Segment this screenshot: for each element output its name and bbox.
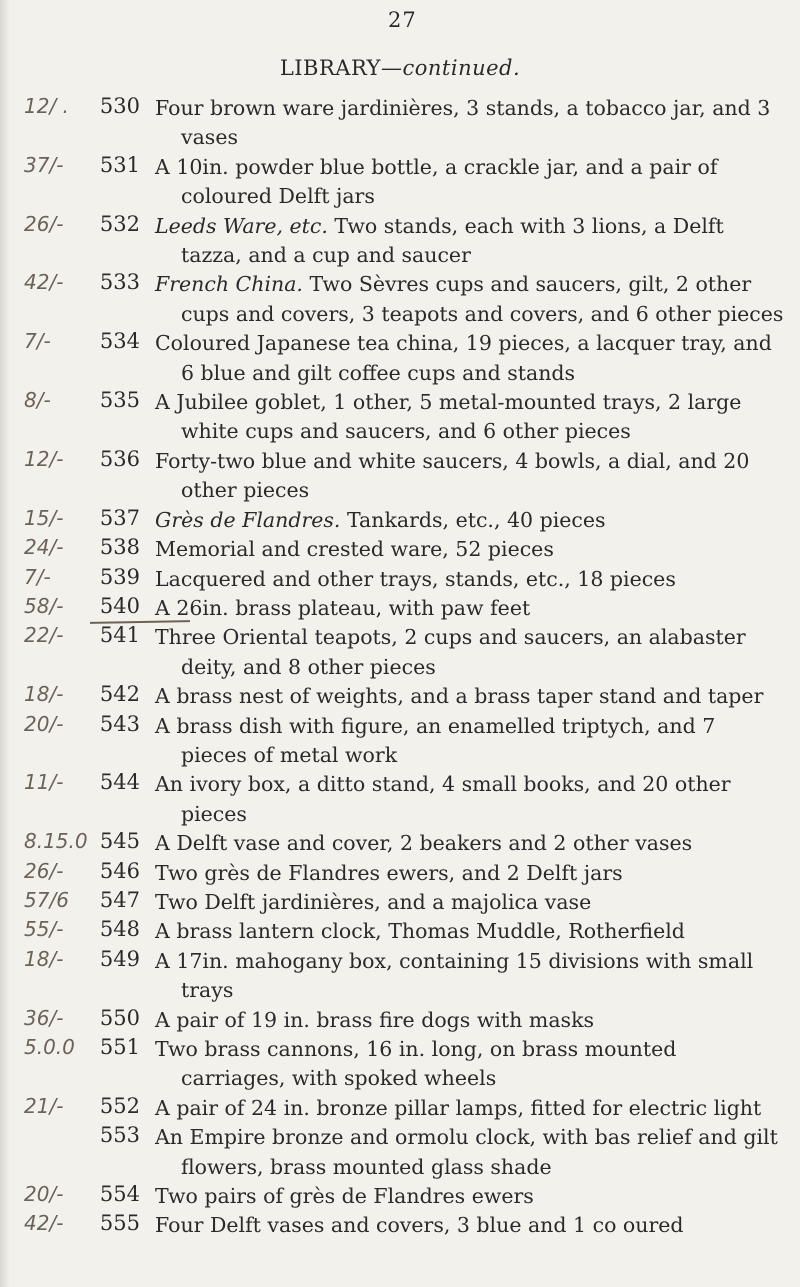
lot-description xyxy=(155,770,786,829)
lot-text: Forty-two blue and white saucers, 4 bowls, a dial, and 20 other pieces xyxy=(155,448,750,503)
lot-entry xyxy=(0,917,800,946)
lot-entry xyxy=(0,888,800,917)
lot-list xyxy=(0,94,800,1241)
section-title: LIBRARY xyxy=(279,56,381,80)
handwritten-price: 26/- xyxy=(24,211,64,236)
lot-entry xyxy=(0,270,800,329)
lot-number: 547 xyxy=(99,887,140,912)
lot-number: 532 xyxy=(99,211,140,236)
handwritten-price: 22/- xyxy=(24,623,64,648)
lot-number: 554 xyxy=(99,1182,140,1207)
lot-description xyxy=(155,565,786,594)
lot-number: 552 xyxy=(99,1093,140,1118)
section-header xyxy=(0,56,800,80)
lot-entry xyxy=(0,623,800,682)
lot-category: Leeds Ware, etc. xyxy=(155,213,328,238)
lot-entry xyxy=(0,1182,800,1211)
lot-description xyxy=(155,594,786,623)
lot-entry xyxy=(0,859,800,888)
lot-description xyxy=(155,447,786,506)
lot-number: 539 xyxy=(99,564,140,589)
lot-number: 536 xyxy=(99,446,140,471)
handwritten-price: 8/- xyxy=(24,388,51,413)
handwritten-price: 42/- xyxy=(24,1211,64,1236)
lot-text: Three Oriental teapots, 2 cups and saucers, an alabaster deity, and 8 other pieces xyxy=(155,625,746,679)
lot-entry xyxy=(0,1094,800,1123)
handwritten-price: 12/ . xyxy=(24,94,69,118)
lot-number: 530 xyxy=(99,94,140,118)
lot-text: An Empire bronze and ormolu clock, with bas relief and gilt flowers, brass mounted glass shade xyxy=(155,1125,778,1179)
lot-number: 551 xyxy=(99,1035,140,1059)
lot-description xyxy=(155,535,786,564)
lot-entry xyxy=(0,1035,800,1094)
lot-number: 553 xyxy=(99,1123,140,1148)
handwritten-price: 21/- xyxy=(24,1093,64,1118)
lot-category: French China. xyxy=(155,272,303,297)
lot-text: Two Sèvres cups and saucers, gilt, 2 other cups and covers, 3 teapots and covers, and 6 other pieces xyxy=(181,272,784,326)
lot-entry xyxy=(0,565,800,594)
handwritten-price: 18/- xyxy=(24,682,64,707)
lot-text: Memorial and crested ware, 52 pieces xyxy=(155,537,554,562)
lot-text: Two grès de Flandres ewers, and 2 Delft jars xyxy=(155,860,623,885)
lot-entry xyxy=(0,388,800,447)
lot-entry xyxy=(0,712,800,771)
lot-entry xyxy=(0,94,800,153)
handwritten-price: 7/- xyxy=(24,564,51,589)
lot-entry xyxy=(0,1006,800,1035)
lot-number: 550 xyxy=(99,1005,140,1030)
lot-number: 545 xyxy=(99,829,140,854)
lot-text: An ivory box, a ditto stand, 4 small books, and 20 other pieces xyxy=(155,772,731,826)
lot-number: 531 xyxy=(99,152,140,177)
lot-text: Coloured Japanese tea china, 19 pieces, a lacquer tray, and 6 blue and gilt coffee cups and stands xyxy=(155,331,772,385)
lot-text: Four Delft vases and covers, 3 blue and 1 co oured xyxy=(155,1213,684,1238)
handwritten-price: 15/- xyxy=(24,505,64,530)
lot-number: 537 xyxy=(99,505,140,530)
lot-text: A 26in. brass plateau, with paw feet xyxy=(155,595,531,620)
lot-text: Two Delft jardinières, and a majolica vase xyxy=(155,889,592,914)
lot-number: 546 xyxy=(99,858,140,883)
lot-description xyxy=(155,712,786,771)
lot-entry xyxy=(0,947,800,1006)
lot-entry xyxy=(0,153,800,212)
lot-text: Four brown ware jardinières, 3 stands, a tobacco jar, and 3 vases xyxy=(155,96,771,150)
handwritten-price: 57/6 xyxy=(24,887,69,912)
lot-description xyxy=(155,212,786,271)
lot-description xyxy=(155,388,786,447)
lot-text: A brass lantern clock, Thomas Muddle, Rotherfield xyxy=(155,919,685,944)
handwritten-price: 37/- xyxy=(24,152,64,177)
lot-entry xyxy=(0,594,800,623)
lot-category: Grès de Flandres. xyxy=(155,507,341,532)
lot-entry xyxy=(0,212,800,271)
lot-description xyxy=(155,1035,786,1094)
lot-text: Tankards, etc., 40 pieces xyxy=(346,507,606,532)
lot-number: 541 xyxy=(99,623,140,648)
handwritten-price: 42/- xyxy=(24,270,64,295)
lot-entry xyxy=(0,682,800,711)
handwritten-price: 5.0.0 xyxy=(24,1035,75,1059)
lot-number: 540 xyxy=(99,593,140,618)
lot-description xyxy=(155,917,786,946)
lot-description xyxy=(155,329,786,388)
lot-description xyxy=(155,947,786,1006)
lot-text: Two brass cannons, 16 in. long, on brass mounted carriages, with spoked wheels xyxy=(155,1037,677,1091)
lot-number: 555 xyxy=(99,1211,140,1236)
lot-text: A pair of 24 in. bronze pillar lamps, fitted for electric light xyxy=(155,1095,762,1120)
lot-text: A brass dish with figure, an enamelled triptych, and 7 pieces of metal work xyxy=(155,713,716,767)
lot-description xyxy=(155,623,786,682)
lot-description xyxy=(155,1211,786,1240)
handwritten-price: 7/- xyxy=(24,329,51,354)
lot-description xyxy=(155,270,786,329)
handwritten-price: 36/- xyxy=(24,1005,64,1030)
handwritten-price: 18/- xyxy=(24,946,64,971)
lot-entry xyxy=(0,447,800,506)
lot-text: Lacquered and other trays, stands, etc., 18 pieces xyxy=(155,566,676,591)
lot-number: 549 xyxy=(99,946,140,971)
handwritten-price: 12/- xyxy=(24,446,64,471)
handwritten-price: 55/- xyxy=(24,917,64,942)
lot-text: A Delft vase and cover, 2 beakers and 2 other vases xyxy=(155,831,693,856)
lot-number: 544 xyxy=(99,770,140,795)
lot-description xyxy=(155,1182,786,1211)
lot-description xyxy=(155,1094,786,1123)
lot-text: A 17in. mahogany box, containing 15 divisions with small trays xyxy=(155,948,754,1003)
lot-description xyxy=(155,153,786,212)
page-number: 27 xyxy=(388,8,417,32)
lot-entry xyxy=(0,1211,800,1240)
lot-text: A pair of 19 in. brass fire dogs with masks xyxy=(155,1007,595,1032)
lot-description xyxy=(155,94,786,153)
lot-number: 534 xyxy=(99,329,140,354)
lot-text: A Jubilee goblet, 1 other, 5 metal-mounted trays, 2 large white cups and saucers, and 6 other pieces xyxy=(155,390,742,444)
lot-text: A 10in. powder blue bottle, a crackle jar, and a pair of coloured Delft jars xyxy=(155,154,718,209)
handwritten-price: 8.15.0 xyxy=(24,829,88,854)
lot-number: 533 xyxy=(99,270,140,295)
lot-entry xyxy=(0,829,800,858)
lot-description xyxy=(155,682,786,711)
lot-text: Two pairs of grès de Flandres ewers xyxy=(155,1184,534,1209)
lot-description xyxy=(155,506,786,535)
lot-description xyxy=(155,1006,786,1035)
handwritten-price: 20/- xyxy=(24,1182,64,1207)
handwritten-price: 11/- xyxy=(24,770,64,795)
lot-number: 535 xyxy=(99,388,140,413)
lot-number: 542 xyxy=(99,682,140,707)
lot-number: 548 xyxy=(99,917,140,942)
lot-number: 543 xyxy=(99,711,140,736)
lot-number: 538 xyxy=(99,535,140,560)
section-continued: —continued. xyxy=(381,56,521,80)
lot-entry xyxy=(0,770,800,829)
handwritten-price: 20/- xyxy=(24,711,64,736)
handwritten-price: 26/- xyxy=(24,858,64,883)
handwritten-price: 24/- xyxy=(24,535,64,560)
handwritten-price: 58/- xyxy=(24,593,64,618)
lot-text: A brass nest of weights, and a brass taper stand and taper xyxy=(155,684,764,709)
lot-description xyxy=(155,829,786,858)
lot-entry xyxy=(0,1123,800,1182)
lot-entry xyxy=(0,535,800,564)
lot-description xyxy=(155,859,786,888)
lot-description xyxy=(155,1123,786,1182)
lot-text: Two stands, each with 3 lions, a Delft tazza, and a cup and saucer xyxy=(181,213,724,268)
lot-entry xyxy=(0,329,800,388)
lot-entry xyxy=(0,506,800,535)
lot-description xyxy=(155,888,786,917)
